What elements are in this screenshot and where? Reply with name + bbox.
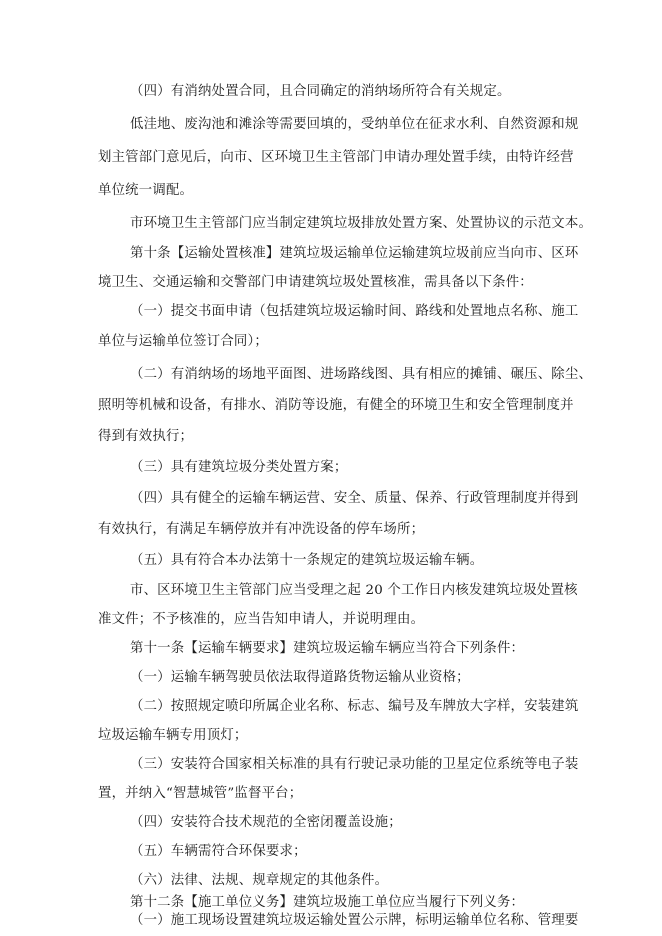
text-line: （三）具有建筑垃圾分类处置方案； bbox=[130, 460, 348, 475]
text-line: （一）提交书面申请（包括建筑垃圾运输时间、路线和处置地点名称、施工 bbox=[130, 304, 579, 319]
text-line: （二）有消纳场的场地平面图、进场路线图、具有相应的摊铺、碾压、除尘、 bbox=[130, 367, 593, 382]
text-line: （二）按照规定喷印所属企业名称、标志、编号及车牌放大字样，安装建筑 bbox=[130, 699, 579, 714]
text-line: 照明等机械和设备，有排水、消防等设施，有健全的环境卫生和安全管理制度并 bbox=[98, 398, 574, 413]
text-line: 第十一条【运输车辆要求】建筑垃圾运输车辆应当符合下列条件： bbox=[130, 641, 525, 656]
text-line: 第十二条【施工单位义务】建筑垃圾施工单位应当履行下列义务： bbox=[130, 895, 525, 910]
text-line: （六）法律、法规、规章规定的其他条件。 bbox=[130, 873, 389, 888]
text-line: 准文件；不予核准的，应当告知申请人，并说明理由。 bbox=[98, 612, 425, 627]
text-line: 市、区环境卫生主管部门应当受理之起 20 个工作日内核发建筑垃圾处置核 bbox=[130, 583, 578, 598]
text-line: （五）具有符合本办法第十一条规定的建筑垃圾运输车辆。 bbox=[130, 553, 484, 568]
text-line: （五）车辆需符合环保要求； bbox=[130, 844, 307, 859]
text-line: 第十条【运输处置核准】建筑垃圾运输单位运输建筑垃圾前应当向市、区环 bbox=[130, 246, 579, 261]
text-line: 有效执行，有满足车辆停放并有冲洗设备的停车场所； bbox=[98, 522, 425, 537]
text-line: 低洼地、废沟池和滩涂等需要回填的，受纳单位在征求水利、自然资源和规 bbox=[130, 117, 579, 132]
text-line: 垃圾运输车辆专用顶灯； bbox=[98, 728, 248, 743]
text-line: 市环境卫生主管部门应当制定建筑垃圾排放处置方案、处置协议的示范文本。 bbox=[130, 216, 593, 231]
text-line: （四）具有健全的运输车辆运营、安全、质量、保养、行政管理制度并得到 bbox=[130, 491, 579, 506]
text-line: 单位统一调配。 bbox=[98, 183, 194, 198]
text-line: 得到有效执行； bbox=[98, 429, 194, 444]
text-line: 置，并纳入“智慧城管”监督平台； bbox=[98, 786, 303, 801]
text-line: （一）施工现场设置建筑垃圾运输处置公示牌，标明运输单位名称、管理要 bbox=[130, 913, 579, 928]
text-line: （一）运输车辆驾驶员依法取得道路货物运输从业资格； bbox=[130, 670, 470, 685]
text-line: （四）安装符合技术规范的全密闭覆盖设施； bbox=[130, 815, 402, 830]
text-line: 境卫生、交通运输和交警部门申请建筑垃圾处置核准，需具备以下条件： bbox=[98, 275, 533, 290]
text-line: 划主管部门意见后，向市、区环境卫生主管部门申请办理处置手续，由特许经营 bbox=[98, 150, 574, 165]
text-line: （四）有消纳处置合同，且合同确定的消纳场所符合有关规定。 bbox=[130, 84, 511, 99]
text-line: 单位与运输单位签订合同）； bbox=[98, 334, 268, 349]
text-line: （三）安装符合国家相关标准的具有行驶记录功能的卫星定位系统等电子装 bbox=[130, 757, 579, 772]
